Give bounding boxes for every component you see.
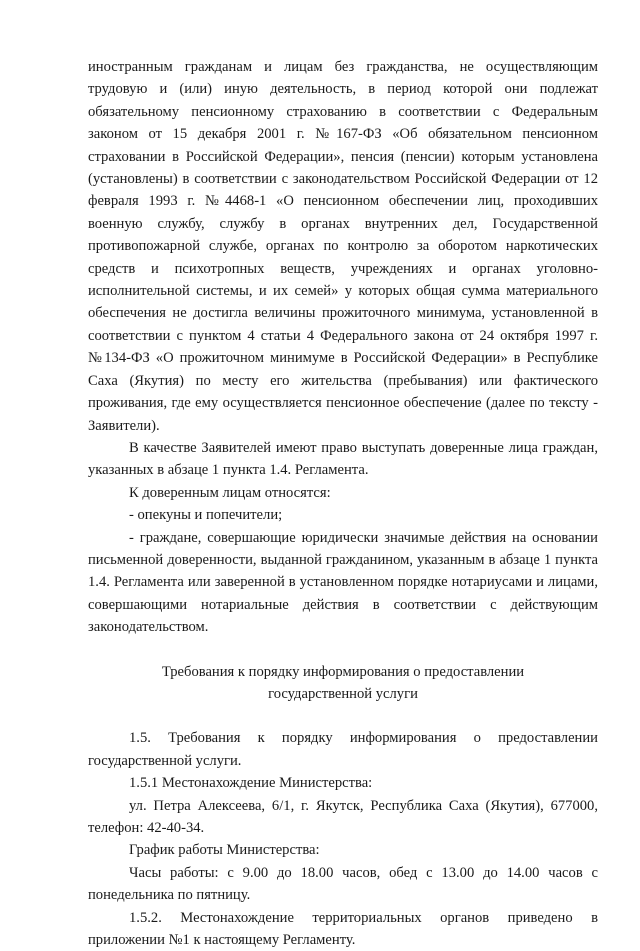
section-heading-line-2: государственной услуги bbox=[268, 685, 418, 702]
paragraph-1-5-1: 1.5.1 Местонахождение Министерства: bbox=[129, 775, 373, 792]
paragraph-trusted-persons: В качестве Заявителей имеют право выступать доверенные лица граждан, указанных в абзаце 1 пункта 1.4. Регламента. bbox=[88, 439, 598, 479]
paragraph-trusted-persons-list-intro: К доверенным лицам относятся: bbox=[129, 484, 331, 501]
section-heading-line-1: Требования к порядку информирования о предоставлении bbox=[161, 663, 525, 680]
paragraph-1-5-2: 1.5.2. Местонахождение территориальных органов приведено в приложении №1 к настоящему Регламенту. bbox=[88, 909, 598, 949]
list-item-guardians: - опекуны и попечители; bbox=[129, 507, 283, 524]
paragraph-schedule-title: График работы Министерства: bbox=[129, 842, 320, 859]
document-body-bottom bbox=[88, 727, 598, 951]
list-item-citizens-by-proxy: - граждане, совершающие юридически значимые действия на основании письменной доверенности, выданной гражданином, указанным в абзаце 1 пункта 1.4. Регламента или заверенной в установленном порядке нотариусами и лицами, совершающими нотариальные действия в соответствии с действующим законодательством. bbox=[88, 529, 598, 636]
paragraph-address: ул. Петра Алексеева, 6/1, г. Якутск, Республика Саха (Якутия), 677000, телефон: 42-40-34. bbox=[88, 797, 598, 836]
paragraph-1-5: 1.5. Требования к порядку информирования о предоставлении государственной услуги. bbox=[88, 730, 598, 769]
paragraph-applicants-definition: иностранным гражданам и лицам без гражданства, не осуществляющим трудовую и (или) иную деятельность, в период которой они подлежат обязательному пенсионному страхованию в соответствии с Федеральным законом от 15 декабря 2001 г. №167-ФЗ «Об обязательном пенсионном страховании в Российской Федерации», пенсия (пенсии) которым установлена (установлены) в соответствии с законодательством Российской Федерации от 12 февраля 1993 г. №4468-1 «О пенсионном обеспечении лиц, проходивших военную службу, службу в органах внутренних дел, Государственной противопожарной службе, органах по контролю за оборотом наркотических средств и психотропных веществ, учреждениях и органах уголовно-исполнительной системы, и их семей» у которых общая сумма материального обеспечения не достигла величины прожиточного минимума, установленной в соответствии с пунктом 4 статьи 4 Федерального закона от 24 октября 1997 г. №134-ФЗ «О прожиточном минимуме в Российской Федерации» в Республике Саха (Якутия) по месту его жительства (пребывания) или фактического проживания, где ему осуществляется пенсионное обеспечение (далее по тексту - Заявители). bbox=[88, 59, 598, 434]
paragraph-working-hours: Часы работы: с 9.00 до 18.00 часов, обед с 13.00 до 14.00 часов с понедельника по пятницу. bbox=[88, 864, 598, 904]
document-body-top bbox=[88, 56, 598, 639]
section-heading bbox=[88, 661, 598, 706]
